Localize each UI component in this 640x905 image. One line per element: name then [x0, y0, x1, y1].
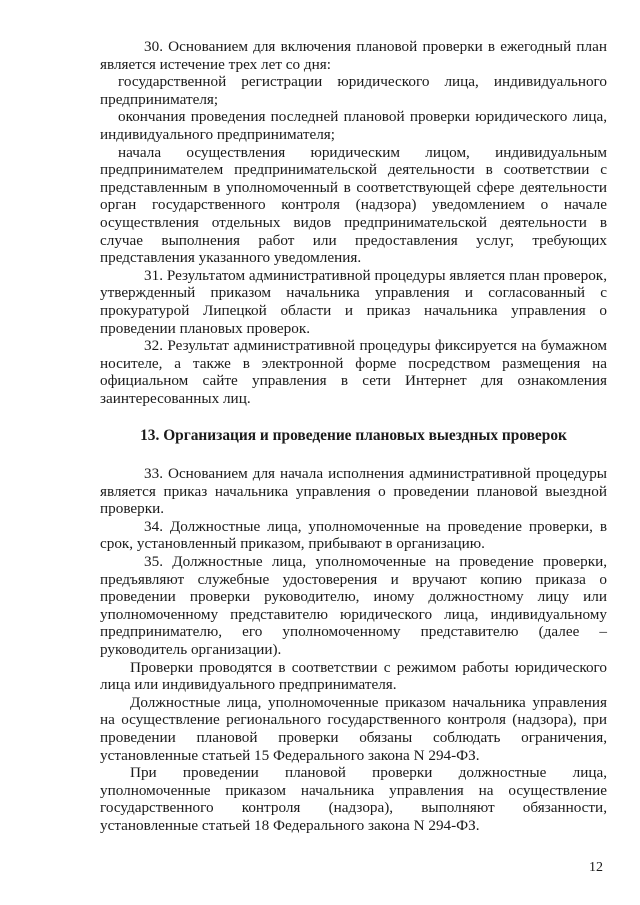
- paragraph-restrictions: Должностные лица, уполномоченные приказом начальника управления на осуществление регионального государственного контроля (надзора), при проведении плановой проверки обязаны соблюдать ограничения, установленные статьей 15 Федерального закона N 294-ФЗ.: [100, 693, 607, 764]
- section-heading: 13. Организация и проведение плановых выездных проверок: [140, 427, 567, 445]
- paragraph-30: 30. Основанием для включения плановой проверки в ежегодный план является истечение трех лет со дня:: [100, 38, 607, 73]
- paragraph-34: 34. Должностные лица, уполномоченные на проведение проверки, в срок, установленный приказом, прибывают в организацию.: [100, 517, 607, 553]
- paragraph-last-inspection: окончания проведения последней плановой проверки юридического лица, индивидуального предпринимателя;: [100, 108, 607, 143]
- page-number: 12: [589, 860, 603, 875]
- paragraph-35: 35. Должностные лица, уполномоченные на проведение проверки, предъявляют служебные удостоверения и вручают копию приказа о проведении проверки руководителю, иному должностному лицу или уполномоченному представителю юридического лица, индивидуальному предпринимателю, его уполномоченному представителю (далее – руководитель организации).: [100, 553, 607, 658]
- paragraph-work-schedule: Проверки проводятся в соответствии с режимом работы юридического лица или индивидуального предпринимателя.: [100, 658, 607, 694]
- paragraph-31: 31. Результатом административной процедуры является план проверок, утвержденный приказом начальника управления и согласованный с прокуратурой Липецкой области и приказ начальника управления о проведении плановых проверок.: [100, 266, 607, 337]
- paragraph-obligations: При проведении плановой проверки должностные лица, уполномоченные приказом начальника управления на осуществление государственного контроля (надзора), выполняют обязанности, установленные статьей 18 Федерального закона N 294-ФЗ.: [100, 764, 607, 834]
- paragraph-33: 33. Основанием для начала исполнения административной процедуры является приказ начальника управления о проведении плановой выездной проверки.: [100, 465, 607, 518]
- paragraph-32: 32. Результат административной процедуры фиксируется на бумажном носителе, а также в электронной форме посредством размещения на официальном сайте управления в сети Интернет для ознакомления заинтересованных лиц.: [100, 337, 607, 407]
- paragraph-activity-start: начала осуществления юридическим лицом, индивидуальным предпринимателем предпринимательской деятельности в соответствии с представленным в уполномоченный в соответствующей сфере деятельности орган государственного контроля (надзора) уведомлением о начале осуществления отдельных видов предпринимательской деятельности в случае выполнения работ или предоставления услуг, требующих представления указанного уведомления.: [100, 143, 607, 267]
- paragraph-registration: государственной регистрации юридического лица, индивидуального предпринимателя;: [100, 73, 607, 108]
- page-body: [100, 38, 607, 835]
